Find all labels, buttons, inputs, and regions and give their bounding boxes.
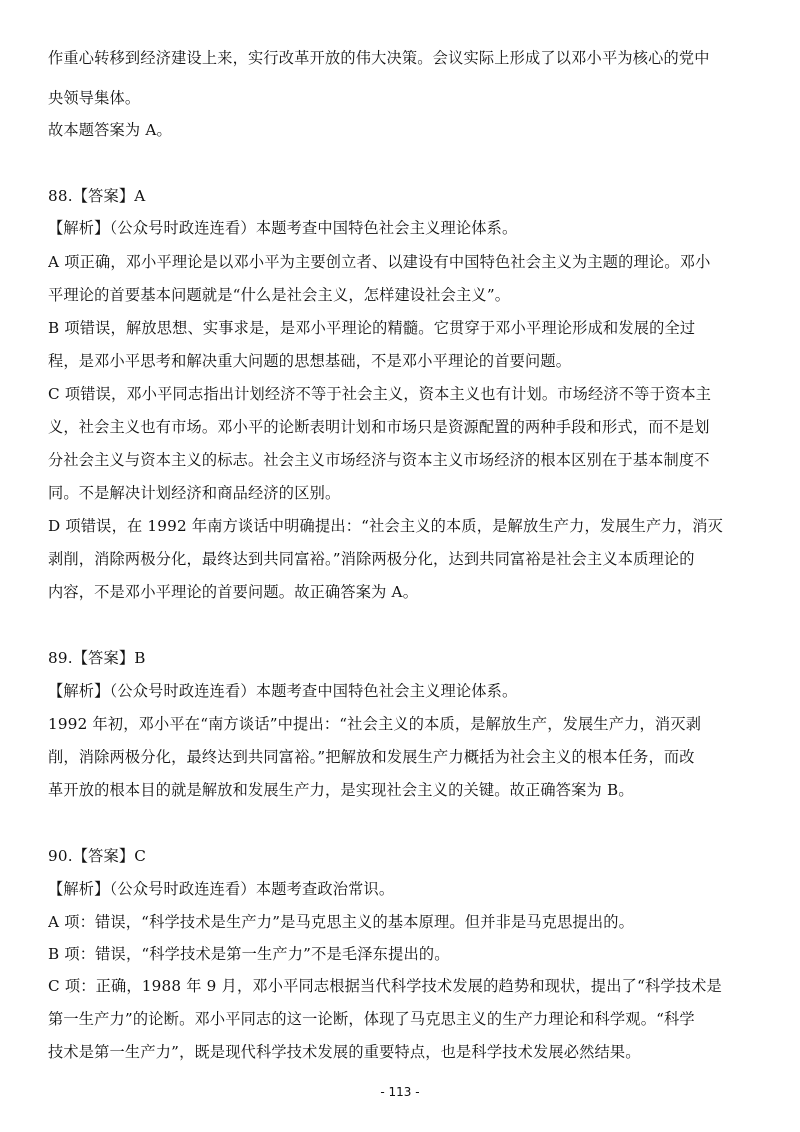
text-line: 央领导集体。 [48, 89, 141, 107]
text-line: 内容，不是邓小平理论的首要问题。故正确答案为 A。 [48, 583, 419, 601]
analysis-heading-88: 【解析】（公众号时政连连看）本题考查中国特色社会主义理论体系。 [48, 219, 518, 237]
text-line: A 项：错误，“科学技术是生产力”是马克思主义的基本原理。但并非是马克思提出的。 [48, 913, 635, 931]
text-line: 作重心转移到经济建设上来，实行改革开放的伟大决策。会议实际上形成了以邓小平为核心的党中 [48, 49, 710, 67]
text-line: 平理论的首要基本问题就是“什么是社会主义，怎样建设社会主义”。 [48, 286, 511, 304]
text-line: 技术是第一生产力”，既是现代科学技术发展的重要特点，也是科学技术发展必然结果。 [48, 1043, 641, 1061]
text-line: 义，社会主义也有市场。邓小平的论断表明计划和市场只是资源配置的两种手段和形式，而不是划 [48, 418, 710, 436]
text-line: 第一生产力”的论断。邓小平同志的这一论断，体现了马克思主义的生产力理论和科学观。“科学 [48, 1010, 695, 1028]
text-line: B 项错误，解放思想、实事求是，是邓小平理论的精髓。它贯穿于邓小平理论形成和发展的全过 [48, 319, 696, 337]
text-line: 故本题答案为 A。 [48, 121, 172, 139]
page-number: - 113 - [380, 1085, 420, 1099]
text-line: 分社会主义与资本主义的标志。社会主义市场经济与资本主义市场经济的根本区别在于基本制度不 [48, 451, 710, 469]
analysis-heading-90: 【解析】（公众号时政连连看）本题考查政治常识。 [48, 880, 395, 898]
answer-heading-88: 88.【答案】A [48, 187, 146, 205]
text-line: D 项错误，在 1992 年南方谈话中明确提出：“社会主义的本质，是解放生产力，发展生产力，消灭 [48, 517, 723, 535]
text-line: A 项正确，邓小平理论是以邓小平为主要创立者、以建设有中国特色社会主义为主题的理论。邓小 [48, 253, 711, 271]
text-line: 革开放的根本目的就是解放和发展生产力，是实现社会主义的关键。故正确答案为 B。 [48, 781, 634, 799]
answer-heading-89: 89.【答案】B [48, 649, 146, 667]
text-line: 剥削，消除两极分化，最终达到共同富裕。”消除两极分化，达到共同富裕是社会主义本质理论的 [48, 550, 695, 568]
answer-heading-90: 90.【答案】C [48, 847, 147, 865]
text-line: 同。不是解决计划经济和商品经济的区别。 [48, 484, 341, 502]
text-line: C 项错误，邓小平同志指出计划经济不等于社会主义，资本主义也有计划。市场经济不等于资本主 [48, 385, 712, 403]
text-line: B 项：错误，“科学技术是第一生产力”不是毛泽东提出的。 [48, 945, 450, 963]
analysis-heading-89: 【解析】（公众号时政连连看）本题考查中国特色社会主义理论体系。 [48, 682, 518, 700]
text-line: C 项：正确，1988 年 9 月，邓小平同志根据当代科学技术发展的趋势和现状，提出了“科学技术是 [48, 977, 722, 995]
text-line: 程，是邓小平思考和解决重大问题的思想基础，不是邓小平理论的首要问题。 [48, 352, 572, 370]
text-line: 1992 年初，邓小平在“南方谈话”中提出：“社会主义的本质，是解放生产，发展生产力，消灭剥 [48, 715, 702, 733]
text-line: 削，消除两极分化，最终达到共同富裕。”把解放和发展生产力概括为社会主义的根本任务，而改 [48, 748, 695, 766]
